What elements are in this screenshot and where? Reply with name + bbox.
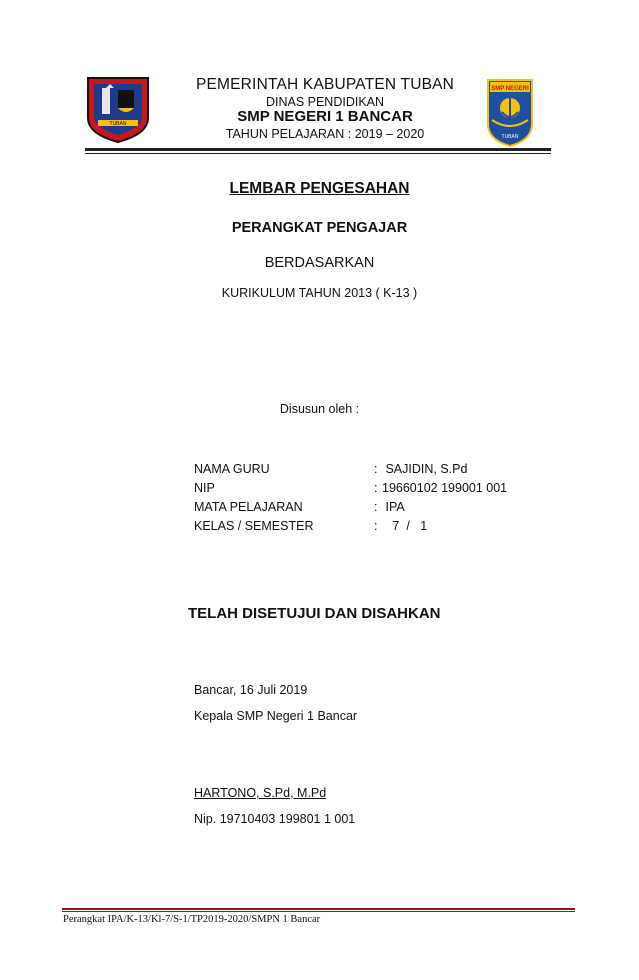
- place-date: Bancar, 16 Juli 2019: [194, 683, 308, 697]
- info-row-class: [194, 517, 507, 536]
- document-subtitle-2: BERDASARKAN: [264, 255, 375, 271]
- info-value: 19660102 199001 001: [382, 481, 508, 495]
- teacher-info-table: [194, 460, 507, 536]
- signer-position: Kepala SMP Negeri 1 Bancar: [194, 709, 358, 723]
- info-value: IPA: [382, 500, 405, 514]
- info-row-subject: [194, 498, 507, 517]
- info-key: KELAS / SEMESTER: [194, 519, 314, 533]
- letterhead-rule-thin: [85, 153, 551, 154]
- info-value: 7 / 1: [382, 519, 428, 533]
- info-sep: :: [374, 462, 378, 476]
- footer-rule-thin: [62, 911, 575, 912]
- signer-nip: Nip. 19710403 199801 1 001: [194, 812, 356, 826]
- composed-by-label: Disusun oleh :: [279, 402, 360, 416]
- letterhead-government: PEMERINTAH KABUPATEN TUBAN: [195, 76, 455, 93]
- right-logo-text: SMP NEGERI: [491, 86, 529, 92]
- letterhead-rule-thick: [85, 148, 551, 151]
- info-key: NAMA GURU: [194, 462, 270, 476]
- info-key: MATA PELAJARAN: [194, 500, 303, 514]
- document-subtitle-3: KURIKULUM TAHUN 2013 ( K-13 ): [221, 286, 418, 300]
- letterhead-school-year: TAHUN PELAJARAN : 2019 – 2020: [225, 127, 425, 141]
- smp-negeri-logo: [484, 76, 536, 148]
- letterhead-school: SMP NEGERI 1 BANCAR: [237, 108, 413, 125]
- document-subtitle-1: PERANGKAT PENGAJAR: [231, 220, 408, 236]
- letterhead-department: DINAS PENDIDIKAN: [265, 95, 385, 109]
- page-footer: Perangkat IPA/K-13/Kl-7/S-1/TP2019-2020/SMPN 1 Bancar: [63, 914, 321, 925]
- info-sep: :: [374, 519, 378, 533]
- info-sep: :: [374, 500, 378, 514]
- info-key: NIP: [194, 481, 215, 495]
- right-logo-subtext: TUBAN: [501, 134, 519, 140]
- document-title: LEMBAR PENGESAHAN: [229, 180, 410, 197]
- info-row-name: [194, 460, 507, 479]
- info-row-nip: [194, 479, 507, 498]
- signer-name: HARTONO, S.Pd, M.Pd: [194, 786, 327, 800]
- info-sep: :: [374, 481, 378, 495]
- approval-heading: TELAH DISETUJUI DAN DISAHKAN: [188, 605, 441, 622]
- tuban-regency-logo: [84, 74, 152, 144]
- footer-rule: [62, 908, 575, 910]
- info-value: SAJIDIN, S.Pd: [382, 462, 468, 476]
- left-logo-text: TUBAN: [109, 121, 127, 127]
